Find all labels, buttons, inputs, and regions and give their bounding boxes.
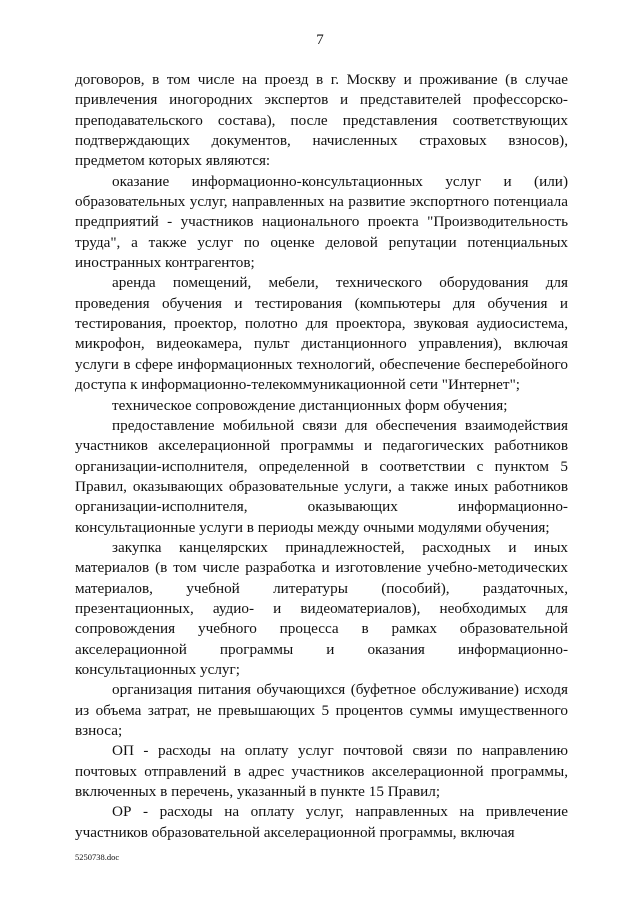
paragraph-mobile-communication: предоставление мобильной связи для обеспечения взаимодействия участников акселерационной программы и педагогических работников организации-исполнителя, определенной в соответствии с пунктом 5 Правил, оказывающих образовательные услуги, а также иных работников организации-исполнителя, оказывающих информационно-консультационные услуги в периоды между очными модулями обучения; — [75, 416, 568, 536]
paragraph-stationery-purchase: закупка канцелярских принадлежностей, расходных и иных материалов (в том числе разработка и изготовление учебно-методических материалов, учебной литературы (пособий), раздаточных, презентационных, аудио- и видеоматериалов), необходимых для сопровождения учебного процесса в рамках образовательной акселерационной программы и оказания информационно-консультационных услуг; — [75, 538, 568, 678]
paragraph-equipment-rental: аренда помещений, мебели, технического оборудования для проведения обучения и тестирования (компьютеры для обучения и тестирования, проектор, полотно для проектора, звуковая аудиосистема, микрофон, видеокамера, пульт дистанционного управления), включая услуги в сфере информационных технологий, обеспечение бесперебойного доступа к информационно-телекоммуникационной сети "Интернет"; — [75, 274, 568, 394]
footer-filename: 5250738.doc — [75, 852, 120, 862]
paragraph-contracts: договоров, в том числе на проезд в г. Москву и проживание (в случае привлечения иногородних экспертов и представителей профессорско-преподавательского состава), после представления соответствующих подтверждающих документов, начисленных страховых взносов), предметом которых являются: — [75, 71, 568, 170]
paragraph-recruitment-expenses: ОР - расходы на оплату услуг, направленных на привлечение участников образовательной акселерационной программы, включая — [75, 803, 568, 841]
paragraph-remote-support: техническое сопровождение дистанционных форм обучения; — [112, 396, 508, 414]
paragraph-consulting-services: оказание информационно-консультационных услуг и (или) образовательных услуг, направленных на развитие экспортного потенциала предприятий - участников национального проекта "Производительность труда", а также услуг по оценке деловой репутации потенциальных иностранных контрагентов; — [75, 172, 568, 272]
paragraph-postal-expenses: ОП - расходы на оплату услуг почтовой связи по направлению почтовых отправлений в адрес участников акселерационной программы, включенных в перечень, указанный в пункте 15 Правил; — [75, 742, 568, 801]
page-number: 7 — [316, 32, 324, 48]
paragraph-catering: организация питания обучающихся (буфетное обслуживание) исходя из объема затрат, не превышающих 5 процентов суммы имущественного взноса; — [75, 681, 568, 739]
document-body — [75, 70, 568, 843]
